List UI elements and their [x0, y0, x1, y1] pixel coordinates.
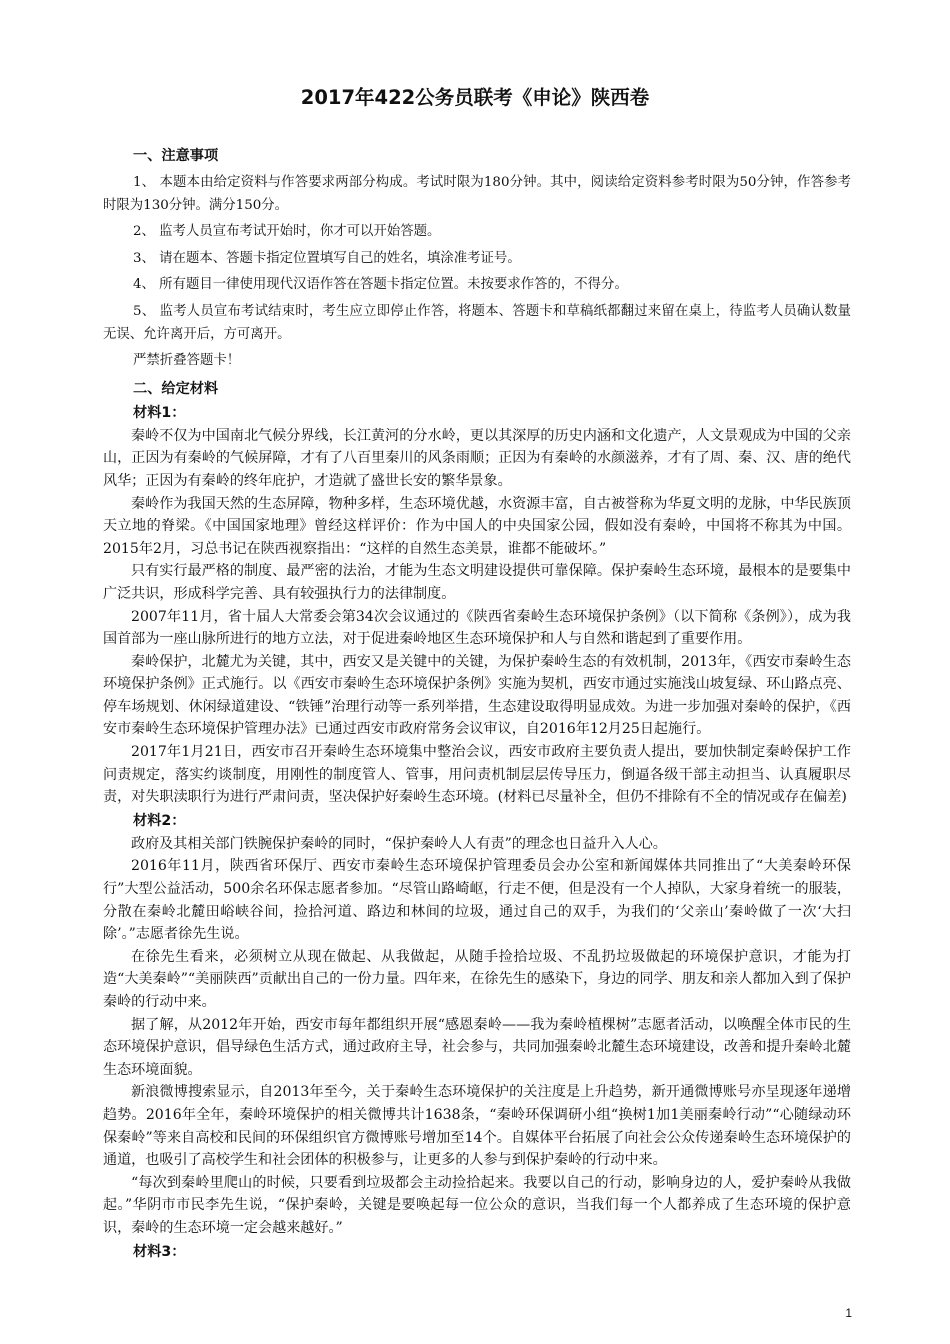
- section-heading-materials: 二、给定材料: [133, 380, 219, 397]
- material-2-paragraph: 在徐先生看来，必须树立从现在做起、从我做起，从随手捡拾垃圾、不乱扔垃圾做起的环境保护意识，才能为打造“大美秦岭”“美丽陕西”贡献出自己的一份力量。四年来，在徐先生的感染下，身边的同学、朋友和亲人都加入到了保护秦岭的行动中来。: [103, 948, 851, 1010]
- notice-warning: 严禁折叠答题卡！: [133, 353, 241, 369]
- material-2-label: 材料2：: [133, 812, 186, 829]
- notice-item: 5、 监考人员宣布考试结束时，考生应立即停止作答，将题本、答题卡和草稿纸都翻过来留在桌上，待监考人员确认数量无误、允许离开后，方可离开。: [103, 303, 851, 342]
- page-title: 2017年422公务员联考《申论》陕西卷: [300, 86, 650, 109]
- material-1-paragraph: 秦岭不仅为中国南北气候分界线，长江黄河的分水岭，更以其深厚的历史内涵和文化遗产，人文景观成为中国的父亲山，正因为有秦岭的气候屏障，才有了八百里秦川的风条雨顺；正因为有秦岭的水颜滋养，才有了周、秦、汉、唐的绝代风华；正因为有秦岭的终年庇护，才造就了盛世长安的繁华景象。: [103, 427, 851, 489]
- material-2-paragraph: “每次到秦岭里爬山的时候，只要看到垃圾都会主动捡拾起来。我要以自己的行动，影响身边的人，爱护秦岭从我做起。”华阴市市民李先生说，“保护秦岭，关键是要唤起每一位公众的意识，当我们每一个人都养成了生态环境的保护意识，秦岭的生态环境一定会越来越好。”: [103, 1174, 851, 1236]
- section-heading-notes: 一、注意事项: [133, 148, 219, 164]
- material-2-paragraph: 新浪微博搜索显示，自2013年至今，关于秦岭生态环境保护的关注度是上升趋势，新开通微博账号亦呈现逐年递增趋势。2016年全年，秦岭环境保护的相关微博共计1638条，“秦岭环保调研小组“换树1加1美丽秦岭行动”“心随绿动环保秦岭”等来自高校和民间的环保组织官方微博账号增加至14个。自媒体平台拓展了向社会公众传递秦岭生态环境保护的通道，也吸引了高校学生和社会团体的积极参与，让更多的人参与到保护秦岭的行动中来。: [103, 1084, 851, 1169]
- page-number: 1: [845, 1306, 852, 1320]
- material-1-label: 材料1：: [133, 404, 186, 421]
- material-1-paragraph: 2007年11月，省十届人大常委会第34次会议通过的《陕西省秦岭生态环境保护条例》（以下简称《条例》），成为我国首部为一座山脉所进行的地方立法，对于促进秦岭地区生态环境保护和人与自然和谐起到了重要作用。: [103, 608, 851, 648]
- material-1-paragraph: 2017年1月21日，西安市召开秦岭生态环境集中整治会议，西安市政府主要负责人提出，要加快制定秦岭保护工作问责规定，落实约谈制度，用刚性的制度管人、管事，用问责机制层层传导压力，倒逼各级干部主动担当、认真履职尽责，对失职渎职行为进行严肃问责，坚决保护好秦岭生态环境。(材料已尽量补全，但仍不排除有不全的情况或存在偏差): [103, 744, 851, 806]
- material-1-paragraph: 秦岭作为我国天然的生态屏障，物种多样，生态环境优越，水资源丰富，自古被誉称为华夏文明的龙脉，中华民族顶天立地的脊梁。《中国国家地理》曾经这样评价：作为中国人的中央国家公园，假如没有秦岭，中国将不称其为中国。2015年2月，习总书记在陕西视察指出：“这样的自然生态美景，谁都不能破坏。”: [103, 495, 851, 557]
- material-1-paragraph: 秦岭保护，北麓尤为关键，其中，西安又是关键中的关键，为保护秦岭生态的有效机制，2013年，《西安市秦岭生态环境保护条例》正式施行。以《西安市秦岭生态环境保护条例》实施为契机，西安市通过实施浅山坡复绿、环山路点亮、停车场规划、休闲绿道建设、“铁锤”治理行动等一系列举措，生态建设取得明显成效。为进一步加强对秦岭的保护，《西安市秦岭生态环境保护管理办法》已通过西安市政府常务会议审议，自2016年12月25日起施行。: [103, 653, 851, 738]
- material-1-paragraph: 只有实行最严格的制度、最严密的法治，才能为生态文明建设提供可靠保障。保护秦岭生态环境，最根本的是要集中广泛共识，形成科学完善、具有较强执行力的法律制度。: [103, 563, 851, 602]
- notice-item: 3、 请在题本、答题卡指定位置填写自己的姓名，填涂准考证号。: [133, 250, 521, 266]
- material-2-paragraph: 2016年11月，陕西省环保厅、西安市秦岭生态环境保护管理委员会办公室和新闻媒体共同推出了“大美秦岭环保行”大型公益活动，500余名环保志愿者参加。“尽管山路崎岖，行走不便，但是没有一个人掉队，大家身着统一的服装，分散在秦岭北麓田峪峡谷间，捡拾河道、路边和林间的垃圾，通过自己的双手，为我们的‘父亲山’秦岭做了一次‘大扫除’。”志愿者徐先生说。: [103, 858, 851, 943]
- notice-item: 2、 监考人员宣布考试开始时，你才可以开始答题。: [133, 224, 441, 240]
- material-2-paragraph: 据了解，从2012年开始，西安市每年都组织开展“感恩秦岭——我为秦岭植棵树”志愿者活动，以唤醒全体市民的生态环境保护意识，倡导绿色生活方式，通过政府主导，社会参与，共同加强秦岭北麓生态环境建设，改善和提升秦岭北麓生态环境面貌。: [103, 1016, 851, 1078]
- material-2-paragraph: 政府及其相关部门铁腕保护秦岭的同时，“保护秦岭人人有责”的理念也日益升入人心。: [131, 835, 667, 852]
- material-3-label: 材料3：: [133, 1243, 186, 1260]
- document-body: [103, 140, 851, 1264]
- notice-item: 1、 本题本由给定资料与作答要求两部分构成。考试时限为180分钟。其中，阅读给定资料参考时限为50分钟，作答参考时限为130分钟。满分150分。: [103, 175, 851, 213]
- notice-item: 4、 所有题目一律使用现代汉语作答在答题卡指定位置。未按要求作答的，不得分。: [133, 277, 628, 293]
